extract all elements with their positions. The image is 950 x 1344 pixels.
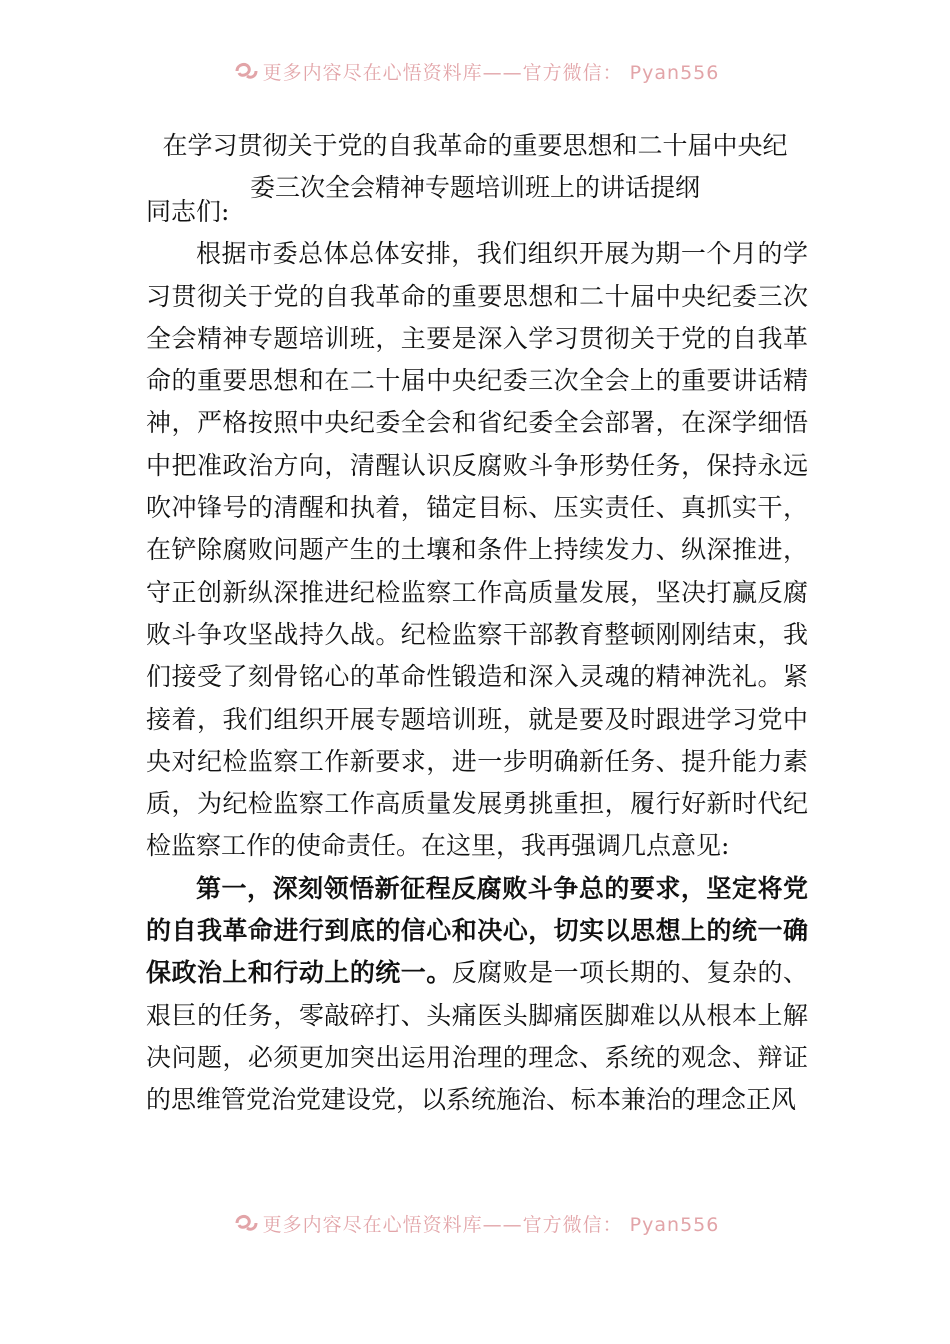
- watermark-footer: [0, 1208, 950, 1238]
- point-one-paragraph: [146, 868, 808, 1122]
- document-body: [146, 191, 808, 1122]
- point-one-heading: 第一，深刻领悟新征程反腐败斗争总的要求，坚定将党的自我革命进行到底的信心和决心，切实以思想上的统一确保政治上和行动上的统一。: [146, 873, 808, 988]
- point-one-text: 反腐败是一项长期的、复杂的、艰巨的任务，零敲碎打、头痛医头脚痛医脚难以从根本上解决问题，必须更加突出运用治理的理念、系统的观念、辩证的思维管党治党建设党，以系统施治、标本兼治的理念正风: [146, 958, 808, 1115]
- document-title-line-1: 在学习贯彻关于党的自我革命的重要思想和二十届中央纪: [162, 131, 788, 160]
- watermark-text: 更多内容尽在心悟资料库——官方微信： Pyan556: [262, 61, 720, 84]
- document-title-line-2: 委三次全会精神专题培训班上的讲话提纲: [249, 173, 700, 202]
- salutation: 同志们:: [146, 197, 230, 226]
- watermark-header: [0, 56, 950, 86]
- watermark-logo-icon: [231, 1211, 259, 1235]
- body-paragraph: 根据市委总体总体安排，我们组织开展为期一个月的学习贯彻关于党的自我革命的重要思想和二十届中央纪委三次全会精神专题培训班，主要是深入学习贯彻关于党的自我革命的重要思想和在二十届中央纪委三次全会上的重要讲话精神，严格按照中央纪委全会和省纪委全会部署，在深学细悟中把准政治方向，清醒认识反腐败斗争形势任务，保持永远吹冲锋号的清醒和执着，锚定目标、压实责任、真抓实干，在铲除腐败问题产生的土壤和条件上持续发力、纵深推进，守正创新纵深推进纪检监察工作高质量发展，坚决打赢反腐败斗争攻坚战持久战。纪检监察干部教育整顿刚刚结束，我们接受了刻骨铭心的革命性锻造和深入灵魂的精神洗礼。紧接着，我们组织开展专题培训班，就是要及时跟进学习党中央对纪检监察工作新要求，进一步明确新任务、提升能力素质，为纪检监察工作高质量发展勇挑重担，履行好新时代纪检监察工作的使命责任。在这里，我再强调几点意见:: [146, 239, 808, 861]
- watermark-text: 更多内容尽在心悟资料库——官方微信： Pyan556: [262, 1213, 720, 1236]
- watermark-logo-icon: [231, 59, 259, 83]
